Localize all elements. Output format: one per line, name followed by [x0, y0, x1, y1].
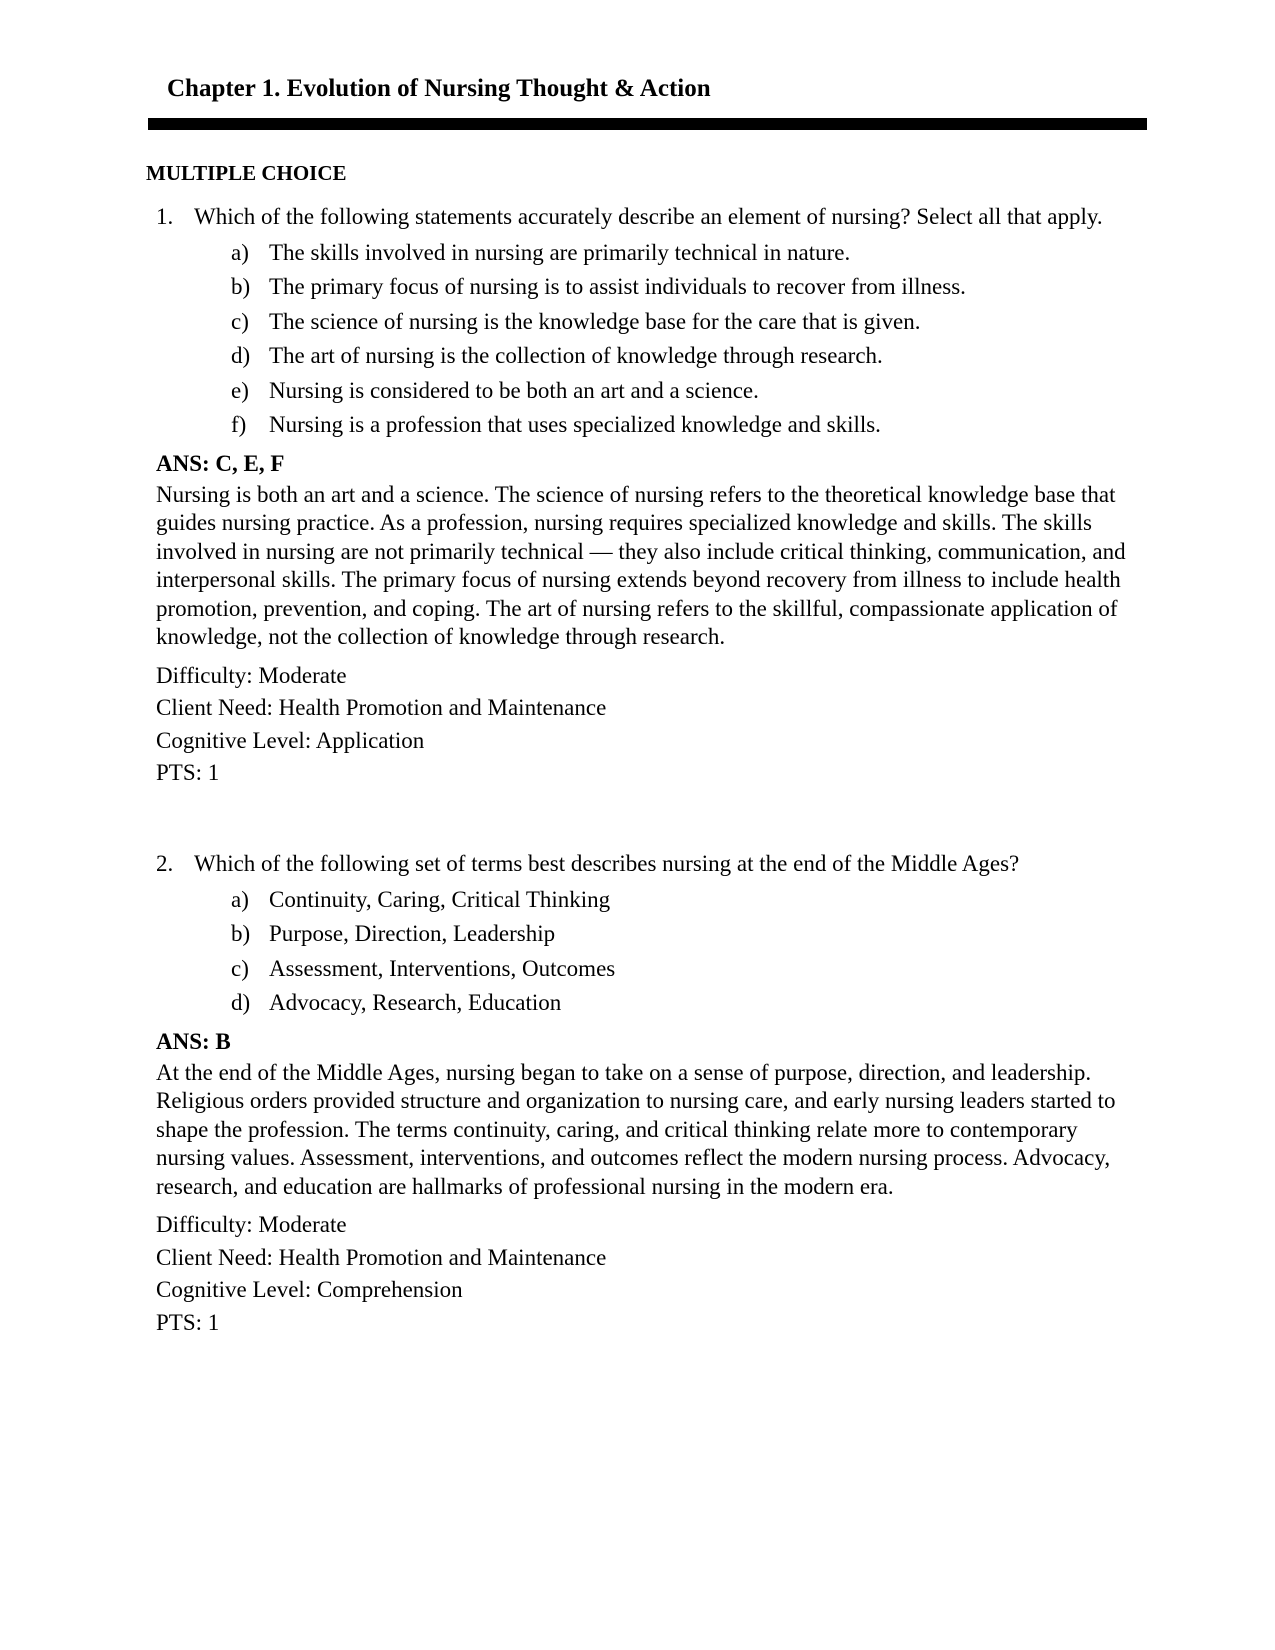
points: PTS: 1 — [156, 1309, 220, 1335]
option-letter: c) — [231, 308, 249, 334]
option-text: The primary focus of nursing is to assist individuals to recover from illness. — [269, 274, 966, 299]
option-text: Nursing is a profession that uses specialized knowledge and skills. — [269, 412, 881, 437]
option-letter: b) — [231, 921, 251, 946]
rationale: At the end of the Middle Ages, nursing began to take on a sense of purpose, direction, and leadership. Religious orders provided structure and organization to nursing care, and early nursing leaders started to shape the profession. The terms continuity, caring, and critical thinking relate more to contemporary nursing values. Assessment, interventions, and outcomes reflect the modern nursing process. Advocacy, research, and education are hallmarks of professional nursing in the modern era. — [156, 1059, 1116, 1199]
option-letter: e) — [231, 377, 249, 403]
option-letter: f) — [231, 412, 247, 437]
option-text: Purpose, Direction, Leadership — [269, 921, 556, 946]
option-item — [231, 917, 1151, 952]
question-number: 2. — [156, 851, 174, 876]
option-text: The skills involved in nursing are primarily technical in nature. — [269, 239, 851, 265]
option-item — [231, 374, 1151, 409]
option-text: Continuity, Caring, Critical Thinking — [269, 886, 611, 912]
cognitive-level: Cognitive Level: Application — [156, 727, 425, 753]
option-letter: a) — [231, 239, 249, 265]
points: PTS: 1 — [156, 760, 220, 785]
question-2 — [156, 850, 1151, 1339]
question-stem — [156, 203, 1151, 232]
cognitive-level: Cognitive Level: Comprehension — [156, 1277, 463, 1302]
option-item — [231, 408, 1151, 443]
option-letter: a) — [231, 886, 249, 912]
option-text: The art of nursing is the collection of knowledge through research. — [269, 343, 883, 368]
option-letter: c) — [231, 955, 249, 981]
option-list — [156, 236, 1151, 443]
section-heading: MULTIPLE CHOICE — [146, 161, 347, 185]
rationale: Nursing is both an art and a science. The science of nursing refers to the theoretical knowledge base that guides nursing practice. As a profession, nursing requires specialized knowledge and skills. The skills involved in nursing are not primarily technical — they also include critical thinking, communication, and interpersonal skills. The primary focus of nursing extends beyond recovery from illness to include health promotion, prevention, and coping. The art of nursing refers to the skillful, compassionate application of knowledge, not the collection of knowledge through research. — [156, 481, 1126, 649]
option-letter: d) — [231, 343, 251, 368]
option-text: Nursing is considered to be both an art and a science. — [269, 377, 759, 403]
option-item — [231, 236, 1151, 271]
option-letter: d) — [231, 990, 251, 1015]
option-list — [156, 883, 1151, 1021]
option-letter: b) — [231, 274, 251, 299]
question-text: Which of the following statements accurately describe an element of nursing? Select all that apply. — [194, 204, 1103, 229]
question-meta — [156, 660, 1151, 790]
question-meta — [156, 1209, 1151, 1339]
question-number: 1. — [156, 204, 174, 229]
title-rule — [148, 118, 1147, 130]
answer-key: ANS: B — [156, 1028, 231, 1054]
question-1 — [156, 203, 1151, 790]
difficulty: Difficulty: Moderate — [156, 662, 347, 688]
client-need: Client Need: Health Promotion and Maintenance — [156, 1244, 607, 1270]
question-text: Which of the following set of terms best describes nursing at the end of the Middle Ages? — [194, 851, 1020, 876]
difficulty: Difficulty: Moderate — [156, 1212, 347, 1237]
option-text: Assessment, Interventions, Outcomes — [269, 955, 616, 981]
option-item — [231, 883, 1151, 918]
option-item — [231, 305, 1151, 340]
option-item — [231, 986, 1151, 1021]
client-need: Client Need: Health Promotion and Maintenance — [156, 695, 607, 720]
option-item — [231, 952, 1151, 987]
option-item — [231, 270, 1151, 305]
answer-key: ANS: C, E, F — [156, 450, 285, 476]
question-stem — [156, 850, 1151, 879]
option-item — [231, 339, 1151, 374]
option-text: Advocacy, Research, Education — [269, 990, 562, 1015]
option-text: The science of nursing is the knowledge base for the care that is given. — [269, 308, 921, 334]
chapter-title: Chapter 1. Evolution of Nursing Thought & Action — [167, 75, 711, 102]
